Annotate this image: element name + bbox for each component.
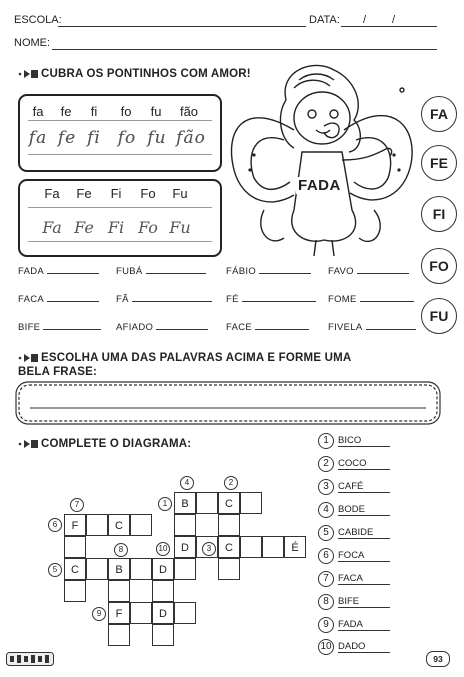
grid-cell[interactable]: B bbox=[174, 492, 196, 514]
syllable-fa: fa bbox=[32, 104, 44, 119]
clue-item: 5 CABIDE bbox=[318, 525, 390, 541]
sentence-writing-box[interactable] bbox=[14, 380, 442, 426]
grid-cell[interactable] bbox=[130, 602, 152, 624]
syllable-circle-fa: FA bbox=[421, 96, 457, 132]
grid-cell[interactable] bbox=[262, 536, 284, 558]
grid-cell[interactable] bbox=[152, 580, 174, 602]
section2-title-line2: BELA FRASE: bbox=[18, 366, 98, 378]
word-item[interactable]: FIVELA bbox=[328, 321, 416, 333]
page-number: 93 bbox=[426, 651, 450, 667]
nome-label: NOME: bbox=[14, 37, 51, 49]
syllable-Fe: Fe bbox=[76, 186, 92, 201]
grid-cell[interactable] bbox=[108, 624, 130, 646]
grid-cell[interactable]: B bbox=[108, 558, 130, 580]
grid-cell[interactable] bbox=[86, 514, 108, 536]
guide-line bbox=[28, 207, 212, 208]
cursive-trace-fa[interactable]: fa bbox=[28, 128, 48, 148]
word-item[interactable]: FÁBIO bbox=[226, 265, 311, 277]
word-item[interactable]: FÃ bbox=[116, 293, 212, 305]
data-slash-2: / bbox=[392, 14, 396, 26]
bullet-icon bbox=[18, 70, 38, 78]
grid-number: 5 bbox=[48, 563, 62, 577]
grid-cell[interactable] bbox=[240, 492, 262, 514]
word-item[interactable]: AFIADO bbox=[116, 321, 208, 333]
grid-number: 3 bbox=[202, 542, 216, 556]
syllable-fi: fi bbox=[90, 104, 98, 119]
word-item[interactable]: FUBÁ bbox=[116, 265, 206, 277]
syllable-fe: fe bbox=[60, 104, 72, 119]
grid-cell[interactable] bbox=[64, 580, 86, 602]
grid-number: 6 bbox=[48, 518, 62, 532]
syllable-Fi: Fi bbox=[110, 186, 122, 201]
syllable-circle-fi: FI bbox=[421, 196, 457, 232]
clue-item: 7 FACA bbox=[318, 571, 390, 587]
cursive-trace-Fi[interactable]: Fi bbox=[107, 218, 125, 237]
clue-item: 9 FADA bbox=[318, 617, 390, 633]
nome-line[interactable] bbox=[52, 49, 437, 50]
grid-cell[interactable] bbox=[86, 558, 108, 580]
grid-cell[interactable] bbox=[130, 514, 152, 536]
cursive-trace-Fe[interactable]: Fe bbox=[74, 218, 94, 237]
grid-cell[interactable]: C bbox=[218, 536, 240, 558]
data-line[interactable] bbox=[341, 26, 437, 27]
cursive-trace-Fu[interactable]: Fu bbox=[169, 218, 191, 237]
bullet-icon bbox=[18, 440, 38, 448]
cursive-trace-fo[interactable]: fo bbox=[117, 128, 137, 148]
grid-cell[interactable] bbox=[152, 624, 174, 646]
publisher-logo bbox=[6, 652, 54, 666]
word-item[interactable]: BIFE bbox=[18, 321, 101, 333]
section2-title: ESCOLHA UMA DAS PALAVRAS ACIMA E FORME UMA bbox=[18, 352, 351, 364]
grid-number: 4 bbox=[180, 476, 194, 490]
bullet-icon bbox=[18, 354, 38, 362]
syllable-Fa: Fa bbox=[44, 186, 60, 201]
grid-cell[interactable]: D bbox=[152, 602, 174, 624]
grid-number: 7 bbox=[70, 498, 84, 512]
grid-number: 2 bbox=[224, 476, 238, 490]
grid-cell[interactable] bbox=[174, 558, 196, 580]
data-label: DATA: bbox=[309, 14, 340, 26]
clue-item: 10 DADO bbox=[318, 639, 390, 655]
cursive-trace-fao[interactable]: fão bbox=[176, 128, 206, 148]
word-item[interactable]: FACE bbox=[226, 321, 309, 333]
syllable-circle-fe: FE bbox=[421, 145, 457, 181]
word-item[interactable]: FÉ bbox=[226, 293, 316, 305]
clue-item: 6 FOCA bbox=[318, 548, 390, 564]
grid-cell[interactable] bbox=[174, 514, 196, 536]
guide-line bbox=[28, 154, 212, 155]
grid-cell[interactable] bbox=[196, 492, 218, 514]
grid-cell[interactable]: D bbox=[152, 558, 174, 580]
section1-title: CUBRA OS PONTINHOS COM AMOR! bbox=[18, 68, 251, 80]
syllable-circle-fo: FO bbox=[421, 248, 457, 284]
guide-line bbox=[28, 120, 212, 121]
grid-cell[interactable]: C bbox=[218, 492, 240, 514]
data-slash-1: / bbox=[363, 14, 367, 26]
grid-cell[interactable] bbox=[108, 580, 130, 602]
word-item[interactable]: FAVO bbox=[328, 265, 409, 277]
syllable-Fu: Fu bbox=[172, 186, 188, 201]
grid-cell[interactable]: C bbox=[64, 558, 86, 580]
clue-item: 2 COCO bbox=[318, 456, 390, 472]
section3-title: COMPLETE O DIAGRAMA: bbox=[18, 438, 191, 450]
guide-line bbox=[28, 241, 212, 242]
clue-item: 4 BODE bbox=[318, 502, 390, 518]
grid-cell[interactable] bbox=[218, 558, 240, 580]
grid-cell[interactable]: D bbox=[174, 536, 196, 558]
escola-line[interactable] bbox=[58, 26, 306, 27]
grid-number: 1 bbox=[158, 497, 172, 511]
syllable-circle-fu: FU bbox=[421, 298, 457, 334]
grid-cell[interactable]: F bbox=[108, 602, 130, 624]
cursive-trace-fe[interactable]: fe bbox=[57, 128, 77, 148]
cursive-trace-Fo[interactable]: Fo bbox=[138, 218, 158, 237]
word-item[interactable]: FOME bbox=[328, 293, 414, 305]
cursive-trace-fi[interactable]: fi bbox=[87, 128, 101, 148]
cursive-trace-fu[interactable]: fu bbox=[147, 128, 167, 148]
word-item[interactable]: FACA bbox=[18, 293, 99, 305]
grid-cell[interactable]: F bbox=[64, 514, 86, 536]
cursive-trace-Fa[interactable]: Fa bbox=[42, 218, 62, 237]
grid-number: 10 bbox=[156, 542, 170, 556]
syllable-fo: fo bbox=[120, 104, 132, 119]
fairy-illustration bbox=[224, 60, 420, 260]
fairy-label: FADA bbox=[298, 177, 341, 194]
syllable-Fo: Fo bbox=[140, 186, 156, 201]
escola-label: ESCOLA: bbox=[14, 14, 62, 26]
grid-number: 8 bbox=[114, 543, 128, 557]
syllable-fu: fu bbox=[150, 104, 162, 119]
syllable-fao: fão bbox=[179, 104, 199, 119]
clue-item: 1 BICO bbox=[318, 433, 390, 449]
grid-number: 9 bbox=[92, 607, 106, 621]
grid-cell[interactable]: C bbox=[108, 514, 130, 536]
grid-cell[interactable] bbox=[130, 558, 152, 580]
word-item[interactable]: FADA bbox=[18, 265, 99, 277]
grid-cell[interactable] bbox=[240, 536, 262, 558]
grid-cell[interactable]: É bbox=[284, 536, 306, 558]
grid-cell[interactable] bbox=[218, 514, 240, 536]
clue-item: 8 BIFE bbox=[318, 594, 390, 610]
clue-item: 3 CAFÉ bbox=[318, 479, 390, 495]
grid-cell[interactable] bbox=[174, 602, 196, 624]
grid-cell[interactable] bbox=[64, 536, 86, 558]
